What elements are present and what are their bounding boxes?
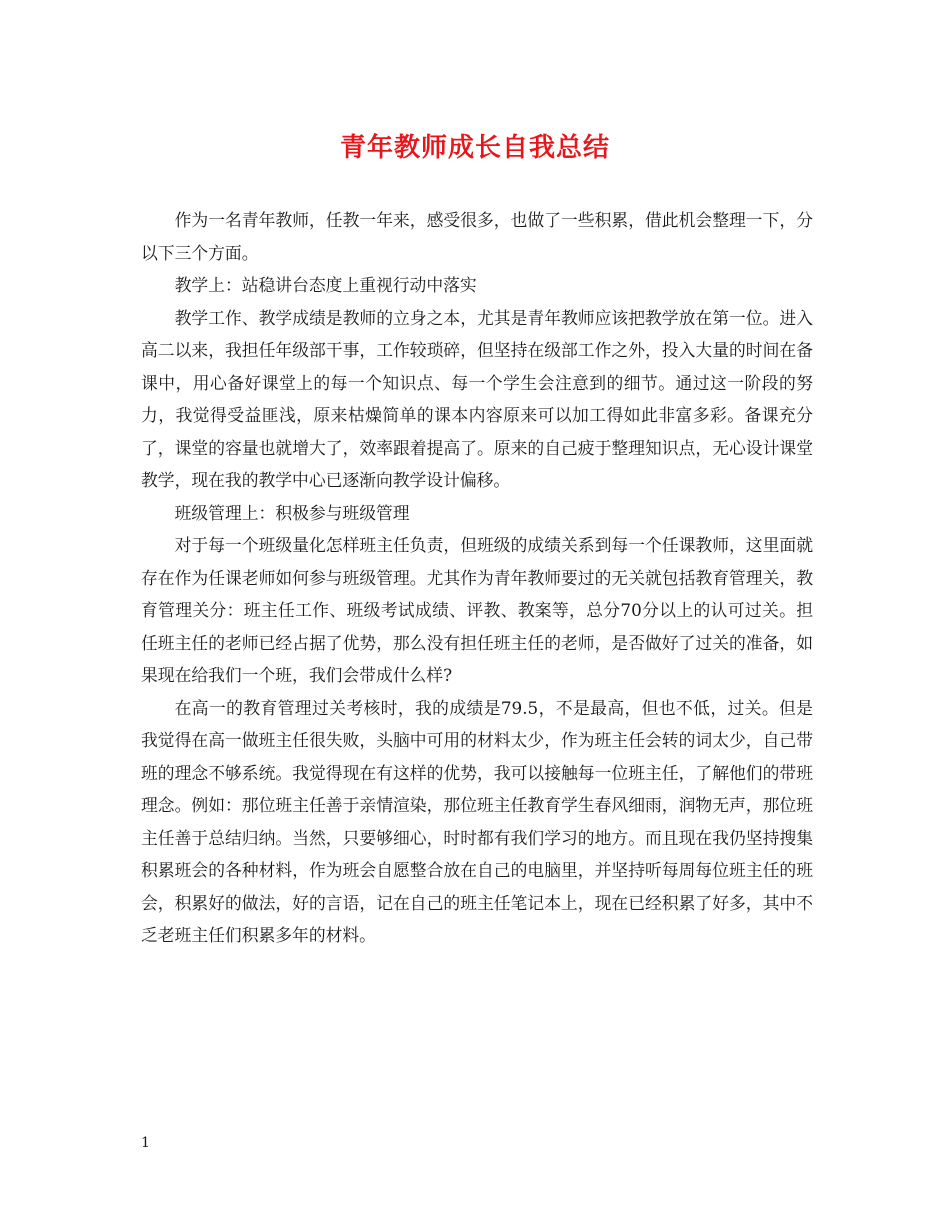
document-body (141, 204, 813, 952)
document-title: 青年教师成长自我总结 (339, 133, 610, 163)
paragraph-assessment: 在高一的教育管理过关考核时，我的成绩是79.5，不是最高，但也不低，过关。但是我觉得在高一做班主任很失败，头脑中可用的材料太少，作为班主任会转的词太少，自己带班的理念不够系统。我觉得现在有这样的优势，我可以接触每一位班主任，了解他们的带班理念。例如：那位班主任善于亲情渲染，那位班主任教育学生春风细雨，润物无声，那位班主任善于总结归纳。当然，只要够细心，时时都有我们学习的地方。而且现在我仍坚持搜集积累班会的各种材料，作为班会自愿整合放在自己的电脑里，并坚持听每周每位班主任的班会，积累好的做法，好的言语，记在自己的班主任笔记本上，现在已经积累了好多，其中不乏老班主任们积累多年的材料。 (141, 697, 813, 945)
paragraph-class-management: 对于每一个班级量化怎样班主任负责，但班级的成绩关系到每一个任课教师，这里面就存在作为任课老师如何参与班级管理。尤其作为青年教师要过的无关就包括教育管理关，教育管理关分：班主任工作、班级考试成绩、评教、教案等，总分70分以上的认可过关。担任班主任的老师已经占据了优势，那么没有担任班主任的老师，是否做好了过关的准备，如果现在给我们一个班，我们会带成什么样? (141, 535, 813, 685)
paragraph-teaching: 教学工作、教学成绩是教师的立身之本，尤其是青年教师应该把教学放在第一位。进入高二以来，我担任年级部干事，工作较琐碎，但坚持在级部工作之外，投入大量的时间在备课中，用心备好课堂上的每一个知识点、每一个学生会注意到的细节。通过这一阶段的努力，我觉得受益匪浅，原来枯燥简单的课本内容原来可以加工得如此非富多彩。备课充分了，课堂的容量也就增大了，效率跟着提高了。原来的自己疲于整理知识点，无心设计课堂教学，现在我的教学中心已逐渐向教学设计偏移。 (141, 307, 813, 490)
paragraph-intro: 作为一名青年教师，任教一年来，感受很多，也做了一些积累，借此机会整理一下，分以下三个方面。 (141, 210, 813, 263)
page-number: 1 (141, 1135, 150, 1151)
section-heading-class-management: 班级管理上：积极参与班级管理 (174, 502, 410, 523)
section-heading-teaching: 教学上：站稳讲台态度上重视行动中落实 (174, 275, 477, 295)
